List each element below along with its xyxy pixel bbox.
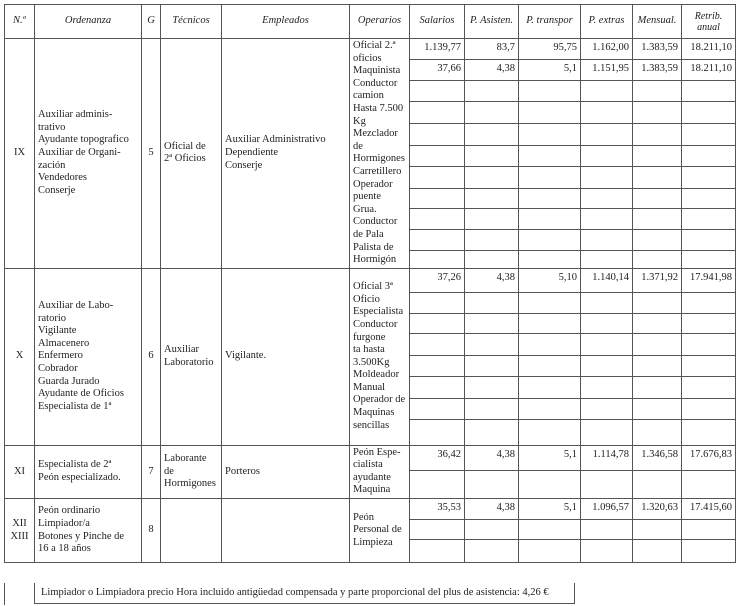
p-transpor-cell — [519, 313, 581, 333]
p-extras-cell — [581, 189, 633, 209]
retrib-anual-cell: 18.211,10 — [682, 60, 736, 81]
salarios-cell — [410, 166, 465, 188]
salarios-cell — [410, 209, 465, 230]
header-retrib-anual: Retrib. anual — [682, 5, 736, 39]
salarios-cell — [410, 230, 465, 251]
tecnicos-cell: Auxiliar Laboratorio — [161, 268, 222, 445]
p-extras-cell — [581, 145, 633, 166]
retrib-anual-cell: 17.941,98 — [682, 268, 736, 292]
header-g: G — [142, 5, 161, 39]
table-row — [5, 39, 736, 60]
salarios-cell — [410, 398, 465, 419]
g-cell: 7 — [142, 445, 161, 498]
mensual-cell: 1.320,63 — [633, 499, 682, 520]
p-transpor-cell — [519, 209, 581, 230]
p-asisten-cell — [465, 520, 519, 540]
mensual-cell — [633, 398, 682, 419]
salarios-cell — [410, 540, 465, 563]
p-asisten-cell — [465, 251, 519, 268]
retrib-anual-cell — [682, 520, 736, 540]
header-empleados: Empleados — [222, 5, 350, 39]
retrib-anual-cell — [682, 470, 736, 498]
retrib-anual-cell — [682, 209, 736, 230]
p-transpor-cell: 5,1 — [519, 445, 581, 470]
p-asisten-cell — [465, 145, 519, 166]
salarios-cell — [410, 376, 465, 398]
group-number: IX — [5, 39, 35, 269]
p-transpor-cell: 5,1 — [519, 499, 581, 520]
salarios-cell — [410, 251, 465, 268]
mensual-cell — [633, 166, 682, 188]
p-asisten-cell — [465, 333, 519, 355]
tecnicos-cell — [161, 499, 222, 563]
retrib-anual-cell: 18.211,10 — [682, 39, 736, 60]
salarios-cell — [410, 145, 465, 166]
empleados-cell — [222, 499, 350, 563]
p-asisten-cell — [465, 355, 519, 376]
p-transpor-cell — [519, 166, 581, 188]
header-mensual: Mensual. — [633, 5, 682, 39]
p-asisten-cell — [465, 209, 519, 230]
header-p-transpor: P. transpor — [519, 5, 581, 39]
p-asisten-cell — [465, 230, 519, 251]
header-p-asisten: P. Asisten. — [465, 5, 519, 39]
footer-note: Limpiador o Limpiadora precio Hora incluido antigüedad compensada y parte proporcional del plus de asistencia: 4,26 € — [34, 583, 575, 604]
retrib-anual-cell — [682, 251, 736, 268]
ordenanza-cell: Especialista de 2ª Peón especializado. — [35, 445, 142, 498]
p-transpor-cell — [519, 376, 581, 398]
operarios-cell: Peón Personal de Limpieza — [350, 499, 410, 563]
p-asisten-cell — [465, 540, 519, 563]
p-asisten-cell — [465, 166, 519, 188]
header-row — [5, 5, 736, 39]
mensual-cell — [633, 540, 682, 563]
p-asisten-cell — [465, 123, 519, 145]
p-asisten-cell — [465, 470, 519, 498]
p-extras-cell: 1.114,78 — [581, 445, 633, 470]
salarios-cell — [410, 189, 465, 209]
tecnicos-cell: Oficial de 2ª Oficios — [161, 39, 222, 269]
p-extras-cell: 1.140,14 — [581, 268, 633, 292]
group-number: XII XIII — [5, 499, 35, 563]
p-asisten-cell — [465, 376, 519, 398]
retrib-anual-cell — [682, 333, 736, 355]
p-transpor-cell — [519, 123, 581, 145]
salarios-cell — [410, 470, 465, 498]
mensual-cell — [633, 333, 682, 355]
p-asisten-cell — [465, 292, 519, 313]
p-extras-cell — [581, 398, 633, 419]
header-p-extras: P. extras — [581, 5, 633, 39]
salarios-cell — [410, 81, 465, 102]
group-number: XI — [5, 445, 35, 498]
mensual-cell — [633, 102, 682, 123]
p-extras-cell — [581, 355, 633, 376]
salarios-cell — [410, 292, 465, 313]
mensual-cell — [633, 145, 682, 166]
p-asisten-cell: 4,38 — [465, 60, 519, 81]
p-extras-cell — [581, 166, 633, 188]
salarios-cell: 35,53 — [410, 499, 465, 520]
p-transpor-cell — [519, 189, 581, 209]
p-extras-cell — [581, 209, 633, 230]
mensual-cell: 1.346,58 — [633, 445, 682, 470]
p-transpor-cell — [519, 540, 581, 563]
p-transpor-cell — [519, 470, 581, 498]
p-asisten-cell: 4,38 — [465, 499, 519, 520]
p-transpor-cell — [519, 145, 581, 166]
p-extras-cell — [581, 520, 633, 540]
tecnicos-cell: Laborante de Hormigones — [161, 445, 222, 498]
mensual-cell — [633, 355, 682, 376]
p-transpor-cell: 5,1 — [519, 60, 581, 81]
p-extras-cell — [581, 230, 633, 251]
retrib-anual-cell — [682, 166, 736, 188]
header-salarios: Salarios — [410, 5, 465, 39]
p-transpor-cell — [519, 520, 581, 540]
ordenanza-cell: Peón ordinario Limpiador/a Botones y Pinche de 16 a 18 años — [35, 499, 142, 563]
g-cell: 6 — [142, 268, 161, 445]
header-operarios: Operarios — [350, 5, 410, 39]
mensual-cell — [633, 470, 682, 498]
p-asisten-cell — [465, 419, 519, 445]
operarios-cell: Oficial 2.ª oficios Maquinista Conductor camion Hasta 7.500 Kg Mezclador de Hormigones Carretillero Operador puente Grua. Conductor de Pala Palista de Hormigón — [350, 39, 410, 269]
p-extras-cell — [581, 251, 633, 268]
ordenanza-cell: Auxiliar adminis- trativo Ayudante topografico Auxiliar de Organi- zación Vendedores Conserje — [35, 39, 142, 269]
header-tecnicos: Técnicos — [161, 5, 222, 39]
operarios-cell: Peón Espe- cialista ayudante Maquina — [350, 445, 410, 498]
retrib-anual-cell — [682, 81, 736, 102]
retrib-anual-cell: 17.676,83 — [682, 445, 736, 470]
retrib-anual-cell: 17.415,60 — [682, 499, 736, 520]
p-transpor-cell — [519, 102, 581, 123]
mensual-cell — [633, 81, 682, 102]
salarios-cell — [410, 355, 465, 376]
p-transpor-cell — [519, 355, 581, 376]
mensual-cell — [633, 189, 682, 209]
p-extras-cell: 1.096,57 — [581, 499, 633, 520]
p-transpor-cell: 5,10 — [519, 268, 581, 292]
salarios-cell: 37,66 — [410, 60, 465, 81]
p-extras-cell — [581, 81, 633, 102]
mensual-cell: 1.383,59 — [633, 60, 682, 81]
p-asisten-cell: 4,38 — [465, 445, 519, 470]
mensual-cell — [633, 313, 682, 333]
retrib-anual-cell — [682, 313, 736, 333]
retrib-anual-cell — [682, 355, 736, 376]
p-extras-cell — [581, 376, 633, 398]
operarios-cell: Oficial 3ª Oficio Especialista Conductor furgone ta hasta 3.500Kg Moldeador Manual Operador de Maquinas sencillas — [350, 268, 410, 445]
empleados-cell: Vigilante. — [222, 268, 350, 445]
p-extras-cell — [581, 333, 633, 355]
p-asisten-cell — [465, 189, 519, 209]
retrib-anual-cell — [682, 376, 736, 398]
g-cell: 8 — [142, 499, 161, 563]
p-asisten-cell — [465, 313, 519, 333]
mensual-cell — [633, 251, 682, 268]
p-transpor-cell — [519, 333, 581, 355]
mensual-cell — [633, 376, 682, 398]
empleados-cell: Porteros — [222, 445, 350, 498]
p-transpor-cell — [519, 230, 581, 251]
p-asisten-cell: 83,7 — [465, 39, 519, 60]
p-asisten-cell — [465, 102, 519, 123]
p-extras-cell — [581, 313, 633, 333]
retrib-anual-cell — [682, 102, 736, 123]
salarios-cell: 1.139,77 — [410, 39, 465, 60]
mensual-cell — [633, 520, 682, 540]
p-extras-cell — [581, 123, 633, 145]
table-row — [5, 445, 736, 470]
table-row — [5, 268, 736, 292]
retrib-anual-cell — [682, 145, 736, 166]
salarios-cell — [410, 419, 465, 445]
p-asisten-cell: 4,38 — [465, 268, 519, 292]
mensual-cell — [633, 292, 682, 313]
mensual-cell — [633, 123, 682, 145]
mensual-cell — [633, 209, 682, 230]
p-transpor-cell — [519, 251, 581, 268]
header-numero: N.º — [5, 5, 35, 39]
p-transpor-cell — [519, 292, 581, 313]
salarios-cell — [410, 313, 465, 333]
p-extras-cell: 1.151,95 — [581, 60, 633, 81]
p-extras-cell — [581, 292, 633, 313]
retrib-anual-cell — [682, 123, 736, 145]
table-body — [5, 39, 736, 563]
mensual-cell — [633, 419, 682, 445]
p-transpor-cell — [519, 81, 581, 102]
salarios-cell — [410, 520, 465, 540]
p-transpor-cell — [519, 419, 581, 445]
p-extras-cell — [581, 540, 633, 563]
retrib-anual-cell — [682, 292, 736, 313]
salarios-cell — [410, 102, 465, 123]
p-asisten-cell — [465, 81, 519, 102]
salary-table — [4, 4, 736, 563]
footer-spacer — [4, 583, 35, 605]
retrib-anual-cell — [682, 230, 736, 251]
empleados-cell: Auxiliar Administrativo Dependiente Conserje — [222, 39, 350, 269]
p-extras-cell: 1.162,00 — [581, 39, 633, 60]
mensual-cell — [633, 230, 682, 251]
p-extras-cell — [581, 102, 633, 123]
salarios-cell: 37,26 — [410, 268, 465, 292]
p-extras-cell — [581, 419, 633, 445]
p-transpor-cell: 95,75 — [519, 39, 581, 60]
salarios-cell: 36,42 — [410, 445, 465, 470]
retrib-anual-cell — [682, 398, 736, 419]
mensual-cell: 1.371,92 — [633, 268, 682, 292]
retrib-anual-cell — [682, 540, 736, 563]
p-transpor-cell — [519, 398, 581, 419]
mensual-cell: 1.383,59 — [633, 39, 682, 60]
p-extras-cell — [581, 470, 633, 498]
header-ordenanza: Ordenanza — [35, 5, 142, 39]
table-row — [5, 499, 736, 520]
retrib-anual-cell — [682, 189, 736, 209]
salarios-cell — [410, 123, 465, 145]
group-number: X — [5, 268, 35, 445]
ordenanza-cell: Auxiliar de Labo- ratorio Vigilante Almacenero Enfermero Cobrador Guarda Jurado Ayudante de Oficios Especialista de 1ª — [35, 268, 142, 445]
p-asisten-cell — [465, 398, 519, 419]
g-cell: 5 — [142, 39, 161, 269]
salarios-cell — [410, 333, 465, 355]
retrib-anual-cell — [682, 419, 736, 445]
